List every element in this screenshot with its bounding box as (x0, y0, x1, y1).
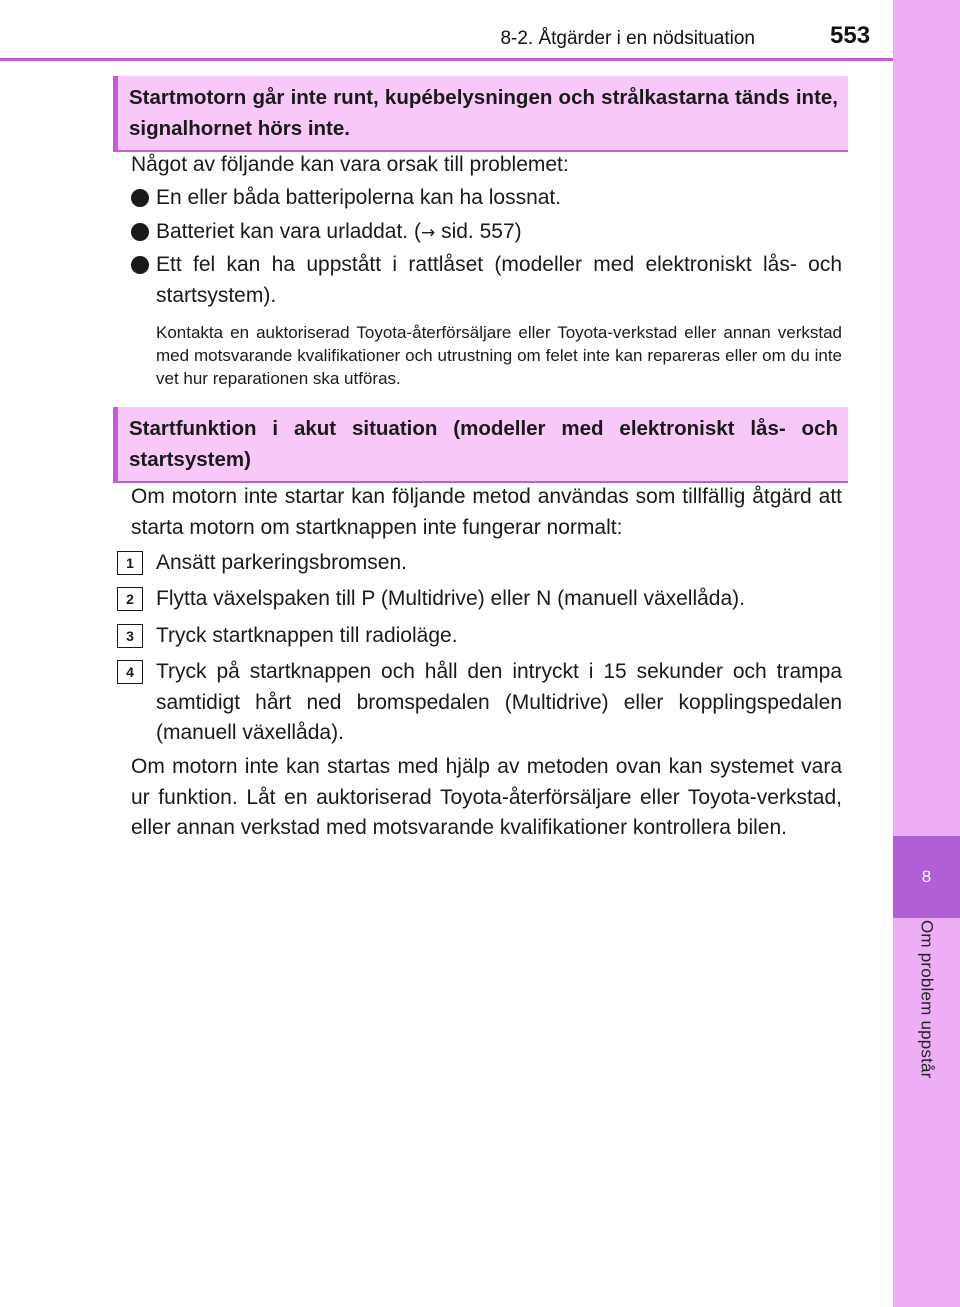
bullet-icon (131, 223, 149, 241)
page-reference-link[interactable]: sid. 557) (441, 220, 522, 243)
bullet-text-main: Batteriet kan vara urladdat. ( (156, 220, 421, 243)
bullet-text (156, 217, 842, 249)
list-item (131, 250, 842, 311)
step-text: Tryck startknappen till radioläge. (156, 624, 458, 647)
step-text: Ansätt parkeringsbromsen. (156, 551, 407, 574)
chapter-label: Om problem uppstår (917, 920, 937, 1079)
intro-paragraph: Om motorn inte startar kan följande metod användas som tillfällig åtgärd att starta motorn om startknappen inte fungerar normalt: (131, 485, 842, 539)
list-item (131, 183, 842, 214)
arrow-right-icon: → (420, 223, 436, 243)
step-item (117, 584, 842, 615)
bullet-text: Ett fel kan ha uppstått i rattlåset (modeller med elektroniskt lås- och startsystem). (156, 253, 842, 307)
section-heading-emergency-start: Startfunktion i akut situation (modeller med elektroniskt lås- och startsystem) (113, 407, 848, 483)
bullet-icon (131, 256, 149, 274)
step-number-badge: 2 (117, 587, 143, 611)
page-number: 553 (830, 22, 871, 49)
conclusion-paragraph: Om motorn inte kan startas med hjälp av metoden ovan kan systemet vara ur funktion. Låt en auktoriserad Toyota-återförsäljare eller Toyota-verkstad, eller annan verkstad med motsvarande kvalifikationer kontrollera bilen. (131, 755, 842, 839)
header-section-title: 8-2. Åtgärder i en nödsituation (500, 28, 755, 49)
step-item (117, 621, 842, 652)
bullet-icon (131, 189, 149, 207)
step-item (117, 548, 842, 579)
note-paragraph: Kontakta en auktoriserad Toyota-återförsäljare eller Toyota-verkstad eller annan verkstad med motsvarande kvalifikationer och utrustning om felet inte kan repareras eller om du inte vet hur reparationen ska utföras. (156, 323, 842, 388)
step-number-badge: 1 (117, 551, 143, 575)
step-text: Flytta växelspaken till P (Multidrive) eller N (manuell växellåda). (156, 587, 745, 610)
chapter-label-container (893, 920, 960, 1220)
bullet-text: En eller båda batteripolerna kan ha lossnat. (156, 186, 562, 209)
intro-paragraph: Något av följande kan vara orsak till problemet: (131, 153, 569, 176)
section-heading-no-power: Startmotorn går inte runt, kupébelysningen och strålkastarna tänds inte, signalhornet hörs inte. (113, 76, 848, 152)
step-item (117, 657, 842, 749)
step-text: Tryck på startknappen och håll den intryckt i 15 sekunder och trampa samtidigt hårt ned bromspedalen (Multidrive) eller kopplingspedalen (manuell växellåda). (156, 660, 842, 744)
header-divider (0, 58, 893, 61)
chapter-tab: 8 (893, 836, 960, 918)
step-number-badge: 3 (117, 624, 143, 648)
list-item (131, 217, 842, 249)
step-number-badge: 4 (117, 660, 143, 684)
